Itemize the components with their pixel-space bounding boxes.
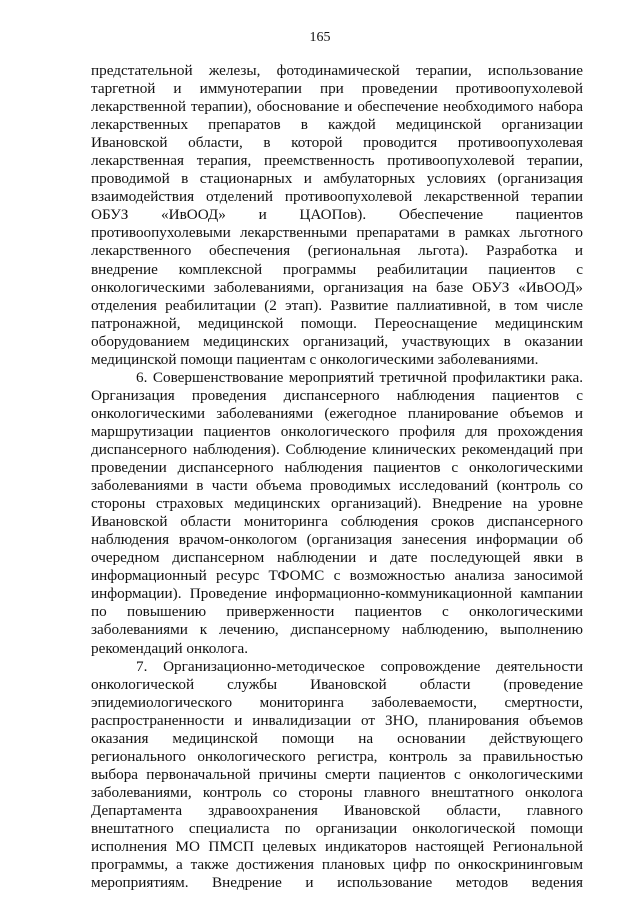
text-line: внедрение комплексной программы реабилитации пациентов с bbox=[91, 260, 583, 278]
text-line: таргетной и иммунотерапии при проведении противоопухолевой bbox=[91, 80, 583, 98]
text-line: заболеваниями к лечению, диспансерному наблюдению, выполнению bbox=[91, 621, 583, 639]
text-line: оказания медицинской помощи на основании действующего bbox=[91, 729, 583, 747]
text-line: программы, а также достижения плановых цифр по онкоскрининговым bbox=[91, 856, 583, 874]
text-line: ОБУЗ «ИвООД» и ЦАОПов). Обеспечение пациентов bbox=[91, 206, 583, 224]
text-line: отделения реабилитации (2 этап). Развитие паллиативной, в том числе bbox=[91, 296, 583, 314]
text-line: регионального онкологического регистра, контроль за правильностью bbox=[91, 747, 583, 765]
text-line: заболеваниями, контроль со стороны главного внештатного онколога bbox=[91, 783, 583, 801]
text-line: Организация проведения диспансерного наблюдения пациентов с bbox=[91, 386, 583, 404]
text-line: распространенности и инвалидизации от ЗНО, планирования объемов bbox=[91, 711, 583, 729]
text-line: Департамента здравоохранения Ивановской области, главного bbox=[91, 801, 583, 819]
text-line: Ивановской области мониторинга соблюдения сроков диспансерного bbox=[91, 513, 583, 531]
text-line: онкологическими заболеваниями (ежегодное планирование объемов и bbox=[91, 404, 583, 422]
paragraph-continuation bbox=[91, 62, 583, 369]
text-line: маршрутизации пациентов онкологического профиля для прохождения bbox=[91, 422, 583, 440]
text-line: внештатного специалиста по организации онкологической помощи bbox=[91, 819, 583, 837]
text-line: лекарственная терапия, преемственность противоопухолевой терапии, bbox=[91, 152, 583, 170]
text-line: противоопухолевыми лекарственными препаратами в рамках льготного bbox=[91, 224, 583, 242]
text-line: 6. Совершенствование мероприятий третичной профилактики рака. bbox=[136, 368, 583, 386]
text-line: онкологическими заболеваниями, организация на базе ОБУЗ «ИвООД» bbox=[91, 278, 583, 296]
text-line: 7. Организационно-методическое сопровождение деятельности bbox=[136, 657, 583, 675]
text-line: информации). Проведение информационно-коммуникационной кампании bbox=[91, 585, 583, 603]
text-line: исполнения МО ПМСП целевых индикаторов настоящей Региональной bbox=[91, 838, 583, 856]
text-line: Ивановской области, в которой проводится противоопухолевая bbox=[91, 134, 583, 152]
text-line: наблюдения врачом-онкологом (организация занесения информации об bbox=[91, 531, 583, 549]
text-line: проведении диспансерного наблюдения пациентов с онкологическими bbox=[91, 459, 583, 477]
text-line: по повышению приверженности пациентов с онкологическими bbox=[91, 603, 583, 621]
text-line: взаимодействия отделений противоопухолевой лекарственной терапии bbox=[91, 188, 583, 206]
text-line: заболеваниями в части объема проводимых исследований (контроль со bbox=[91, 477, 583, 495]
text-line: проводимой в стационарных и амбулаторных условиях (организация bbox=[91, 170, 583, 188]
body-text bbox=[91, 62, 583, 892]
text-line: мероприятиям. Внедрение и использование методов ведения bbox=[91, 874, 583, 892]
text-line: информационный ресурс ТФОМС с возможностью анализа заносимой bbox=[91, 567, 583, 585]
text-line: лекарственных препаратов в каждой медицинской организации bbox=[91, 116, 583, 134]
text-line: лекарственного обеспечения (региональная льгота). Разработка и bbox=[91, 242, 583, 260]
text-line: патронажной, медицинской помощи. Переоснащение медицинским bbox=[91, 314, 583, 332]
text-line: выбора первоначальной причины смерти пациентов с онкологическими bbox=[91, 765, 583, 783]
text-line: эпидемиологического мониторинга заболеваемости, смертности, bbox=[91, 693, 583, 711]
page-number: 165 bbox=[309, 30, 331, 45]
text-line: очередном диспансерном наблюдении и дате последующей явки в bbox=[91, 549, 583, 567]
text-line: оборудованием медицинских организаций, участвующих в оказании bbox=[91, 332, 583, 350]
paragraph-item-7 bbox=[91, 658, 583, 893]
text-line: лекарственной терапии), обоснование и обеспечение необходимого набора bbox=[91, 98, 583, 116]
text-line: онкологической службы Ивановской области (проведение bbox=[91, 675, 583, 693]
text-line: стороны страховых медицинских организаций). Внедрение на уровне bbox=[91, 495, 583, 513]
text-line: рекомендаций онколога. bbox=[91, 639, 249, 657]
text-line: медицинской помощи пациентам с онкологическими заболеваниями. bbox=[91, 350, 539, 368]
text-line: диспансерного наблюдения). Соблюдение клинических рекомендаций при bbox=[91, 440, 583, 458]
text-line: предстательной железы, фотодинамической терапии, использование bbox=[91, 62, 583, 79]
paragraph-item-6 bbox=[91, 369, 583, 658]
